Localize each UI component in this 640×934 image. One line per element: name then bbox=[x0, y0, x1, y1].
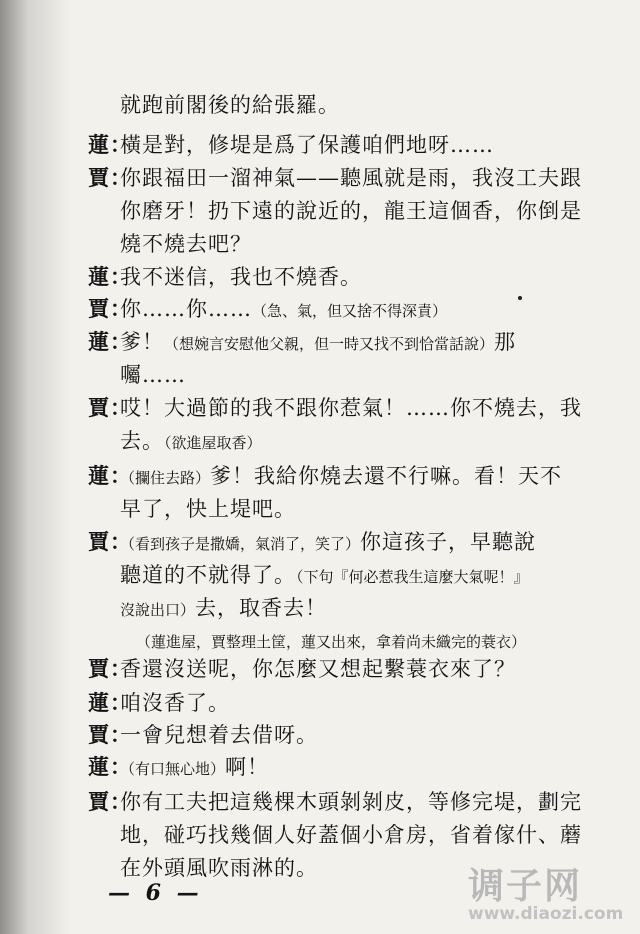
speaker-label: 賈： bbox=[88, 656, 132, 681]
speaker-label: 蓮： bbox=[88, 264, 132, 289]
line-text bbox=[120, 527, 536, 559]
speaker-label: 蓮： bbox=[88, 463, 132, 488]
dialogue-text: 你跟福田一溜神氣——聽風就是雨，我沒工夫跟 bbox=[120, 166, 582, 190]
speaker-label: 賈： bbox=[88, 395, 132, 420]
dialogue-text: 就跑前閣後的給張羅。 bbox=[120, 93, 340, 117]
dialogue-text: 你磨牙！扔下遠的說近的，龍王這個香，你倒是 bbox=[120, 199, 582, 223]
line-text bbox=[120, 560, 529, 592]
stage-direction: 沒說出口） bbox=[120, 601, 196, 619]
line-text bbox=[120, 461, 562, 493]
dialogue-text: 在外頭風吹雨淋的。 bbox=[120, 856, 318, 880]
line-text bbox=[120, 229, 252, 259]
dialogue-text: 燒不燒去吧？ bbox=[120, 232, 252, 256]
speaker-label: 蓮： bbox=[88, 754, 132, 779]
stage-direction: （欲進屋取香） bbox=[164, 434, 262, 452]
dialogue-text: 爹！我給你燒去還不行嘛。看！天不 bbox=[210, 464, 563, 488]
dialogue-text: 爹！ bbox=[120, 330, 164, 354]
dialogue-text: 那 bbox=[494, 330, 517, 354]
line-text bbox=[120, 593, 327, 625]
dialogue-text: 啊！ bbox=[225, 755, 270, 779]
line-text bbox=[120, 90, 340, 120]
line-text bbox=[120, 494, 296, 524]
line-text bbox=[120, 163, 582, 193]
dialogue-text: 你有工夫把這幾棵木頭剝剝皮，等修完堤，劃完 bbox=[120, 790, 582, 814]
line-text bbox=[136, 625, 526, 657]
stage-direction: （急、氣，但又捨不得深責） bbox=[252, 302, 448, 320]
line-text bbox=[120, 196, 582, 226]
speaker-label: 蓮： bbox=[88, 690, 132, 715]
line-text bbox=[120, 294, 447, 326]
stage-direction: （攔住去路） bbox=[120, 469, 211, 487]
dialogue-text: 地，碰巧找幾個人好蓋個小倉房，省着傢什、蘑 bbox=[120, 823, 582, 847]
stage-direction: （下句『何必惹我生這麼大氣呢！』 bbox=[296, 568, 529, 586]
dialogue-text: 早了，快上堤吧。 bbox=[120, 497, 296, 521]
stage-direction: （有口無心地） bbox=[120, 760, 226, 778]
stage-direction: （想婉言安慰他父親，但一時又找不到恰當話說） bbox=[164, 335, 495, 353]
stage-direction: （蓮進屋，賈整理土筐，蓮又出來，拿着尚未織完的蓑衣） bbox=[136, 633, 527, 651]
speaker-label: 賈： bbox=[88, 296, 132, 321]
line-text bbox=[120, 360, 186, 390]
dialogue-text: 我不迷信，我也不燒香。 bbox=[120, 265, 362, 289]
line-text bbox=[120, 130, 494, 160]
speaker-label: 賈： bbox=[88, 789, 132, 814]
dialogue-text: 橫是對，修堤是爲了保護咱們地呀…… bbox=[120, 133, 494, 157]
watermark-site-url: www.diaozi.com bbox=[468, 904, 624, 924]
line-text bbox=[120, 327, 516, 359]
dialogue-text: 去，取香去！ bbox=[195, 596, 328, 620]
stage-direction: （看到孩子是撒嬌，氣消了，笑了） bbox=[120, 535, 361, 553]
speaker-label: 蓮： bbox=[88, 329, 132, 354]
line-text bbox=[120, 853, 318, 883]
dialogue-text: 香還沒送呢，你怎麼又想起繫蓑衣來了？ bbox=[120, 657, 516, 681]
dialogue-text: 聽道的不就得了。 bbox=[120, 563, 296, 587]
line-text bbox=[120, 720, 318, 750]
dialogue-text: 哎！大過節的我不跟你惹氣！……你不燒去，我 bbox=[120, 396, 582, 420]
watermark-site-name: 调子网 bbox=[468, 866, 583, 907]
line-text bbox=[120, 654, 516, 684]
dialogue-text: 囑…… bbox=[120, 363, 186, 387]
line-text bbox=[120, 426, 262, 458]
speaker-label: 蓮： bbox=[88, 132, 132, 157]
ink-speck bbox=[518, 296, 522, 300]
dialogue-text: 一會兒想着去借呀。 bbox=[120, 723, 318, 747]
dialogue-text: 你……你…… bbox=[120, 297, 252, 321]
line-text bbox=[120, 787, 582, 817]
scan-edge-shadow bbox=[0, 0, 70, 934]
line-text bbox=[120, 393, 582, 423]
speaker-label: 賈： bbox=[88, 722, 132, 747]
dialogue-text: 你這孩子，早聽說 bbox=[360, 530, 537, 554]
line-text bbox=[120, 820, 582, 850]
dialogue-text: 去。 bbox=[120, 429, 164, 453]
line-text bbox=[120, 752, 269, 784]
page-number: — 6 — bbox=[108, 880, 203, 906]
dialogue-text: 咱沒香了。 bbox=[120, 691, 230, 715]
speaker-label: 賈： bbox=[88, 165, 132, 190]
speaker-label: 賈： bbox=[88, 529, 132, 554]
line-text bbox=[120, 688, 230, 718]
line-text bbox=[120, 262, 362, 292]
